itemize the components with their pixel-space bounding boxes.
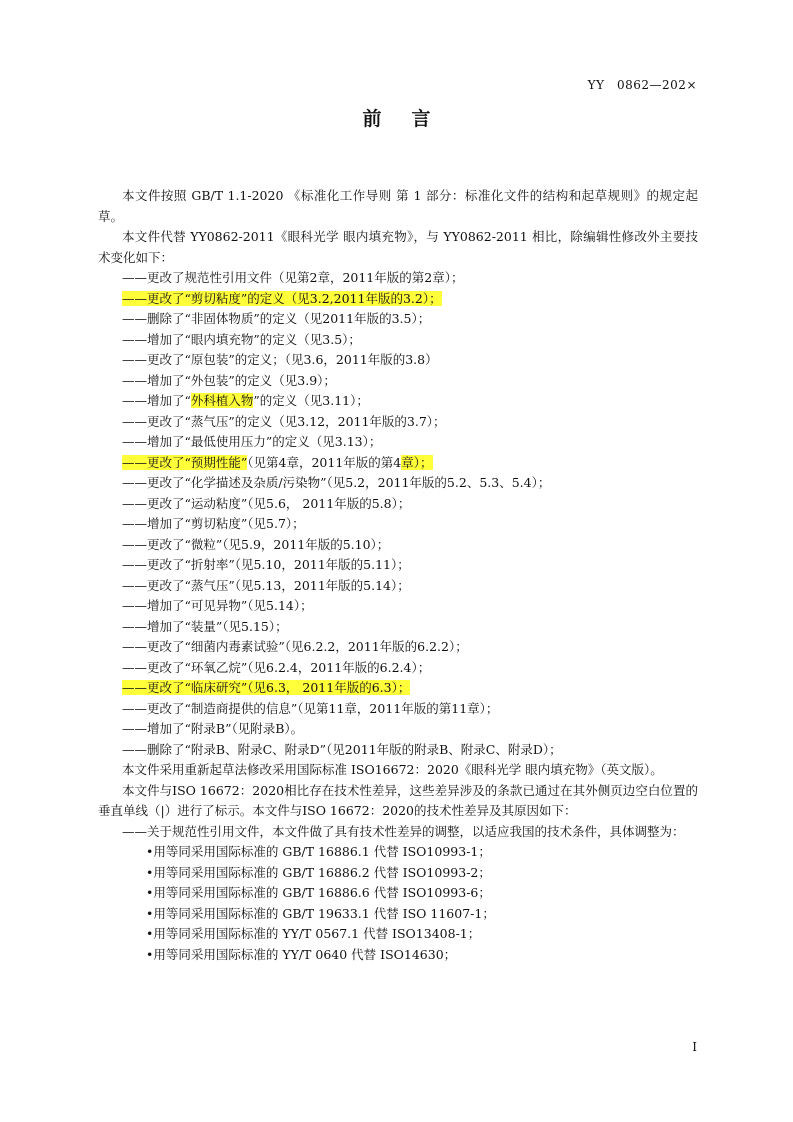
- list-item: ——更改了规范性引用文件（见第2章，2011年版的第2章）；: [122, 270, 464, 285]
- list-item: •用等同采用国际标准的 GB/T 16886.6 代替 ISO10993-6；: [146, 885, 491, 900]
- highlighted-text: ——更改了“剪切粘度”的定义（见3.2,2011年版的3.2）；: [122, 290, 442, 306]
- list-item: •用等同采用国际标准的 YY/T 0640 代替 ISO14630；: [146, 946, 457, 962]
- list-item-text: （见第4章，2011年版的第4: [247, 454, 402, 470]
- list-item: [98, 391, 698, 412]
- list-item-text: ——增加了“: [122, 393, 191, 408]
- list-item: ——更改了“微粒”（见5.9，2011年版的5.10）；: [122, 536, 390, 552]
- page-title: 前言: [362, 108, 461, 130]
- list-item: ——删除了“非固体物质”的定义（见2011年版的3.5）；: [122, 311, 431, 326]
- paragraph-adoption: 本文件采用重新起草法修改采用国际标准 ISO16672：2020《眼科光学 眼内填充物》（英文版）。: [122, 762, 663, 777]
- list-item: ——更改了“化学描述及杂质/污染物”（见5.2，2011年版的5.2、5.3、5.4）；: [122, 475, 551, 490]
- list-item: ——增加了“最低使用压力”的定义（见3.13）；: [122, 434, 382, 449]
- highlighted-text: ——更改了“临床研究”（见6.3， 2011年版的6.3）；: [122, 680, 411, 695]
- list-item: [98, 453, 698, 474]
- list-item: ——更改了“蒸气压”（见5.13，2011年版的5.14）；: [122, 577, 410, 593]
- list-item: ——更改了“环氧乙烷”（见6.2.4，2011年版的6.2.4）；: [122, 659, 431, 675]
- list-item: ——增加了“外包装”的定义（见3.9）；: [122, 372, 336, 388]
- list-item: ——增加了“装量”（见5.15）；: [122, 618, 288, 634]
- reference-substitution-list: [98, 842, 698, 965]
- paragraph-drafting-basis: 本文件按照 GB/T 1.1-2020 《标准化工作导则 第 1 部分：标准化文件的结构和起草规则》的规定起草。: [98, 188, 698, 224]
- highlighted-text: ——更改了“预期性能”: [122, 454, 248, 470]
- list-item: ——增加了“附录B”（见附录B）。: [122, 721, 304, 736]
- list-item: ——更改了“折射率”（见5.10，2011年版的5.11）；: [122, 557, 410, 572]
- list-item: ——更改了“蒸气压”的定义（见3.12，2011年版的3.7）；: [122, 413, 446, 429]
- paragraph-replacement: 本文件代替 YY0862-2011《眼科光学 眼内填充物》，与 YY0862-2011 相比，除编辑性修改外主要技术变化如下：: [98, 229, 698, 265]
- list-item: •用等同采用国际标准的 YY/T 0567.1 代替 ISO13408-1；: [146, 926, 481, 941]
- list-item-text: ”的定义（见3.11）；: [253, 393, 369, 408]
- list-item: ——增加了“可见异物”（见5.14）；: [122, 598, 313, 613]
- list-item: ——更改了“运动粘度”（见5.6， 2011年版的5.8）；: [122, 495, 411, 511]
- list-item: •用等同采用国际标准的 GB/T 16886.2 代替 ISO10993-2；: [146, 864, 491, 880]
- list-item: [98, 678, 698, 699]
- list-item: •用等同采用国际标准的 GB/T 19633.1 代替 ISO 11607-1；: [146, 905, 495, 921]
- list-item: ——更改了“细菌内毒素试验”（见6.2.2，2011年版的6.2.2）；: [122, 639, 468, 654]
- list-item: [98, 289, 698, 310]
- list-item: ——更改了“原包装”的定义；（见3.6，2011年版的3.8）: [122, 352, 438, 367]
- list-item: ——删除了“附录B、附录C、附录D”（见2011年版的附录B、附录C、附录D）；: [122, 741, 562, 757]
- page-number: I: [692, 1040, 697, 1054]
- highlighted-text: 章）；: [401, 454, 433, 470]
- document-code: YY 0862—202×: [587, 78, 697, 92]
- list-item: •用等同采用国际标准的 GB/T 16886.1 代替 ISO10993-1；: [146, 844, 491, 859]
- highlighted-text: 外科植入物: [190, 393, 254, 408]
- paragraph-normative-refs: ——关于规范性引用文件，本文件做了具有技术性差异的调整，以适应我国的技术条件，具体调整为：: [122, 823, 685, 839]
- list-item: ——增加了“眼内填充物”的定义（见3.5）；: [122, 331, 361, 347]
- list-item: ——更改了“制造商提供的信息”（见第11章，2011年版的第11章）；: [122, 700, 499, 716]
- document-body: [98, 186, 698, 965]
- paragraph-differences: 本文件与ISO 16672：2020相比存在技术性差异，这些差异涉及的条款已通过在其外侧页边空白位置的垂直单线（|）进行了标示。本文件与ISO 16672：2020的技术性差异及其原因如下：: [98, 782, 698, 818]
- technical-changes-list: [98, 268, 698, 760]
- list-item: ——增加了“剪切粘度”（见5.7）；: [122, 516, 305, 531]
